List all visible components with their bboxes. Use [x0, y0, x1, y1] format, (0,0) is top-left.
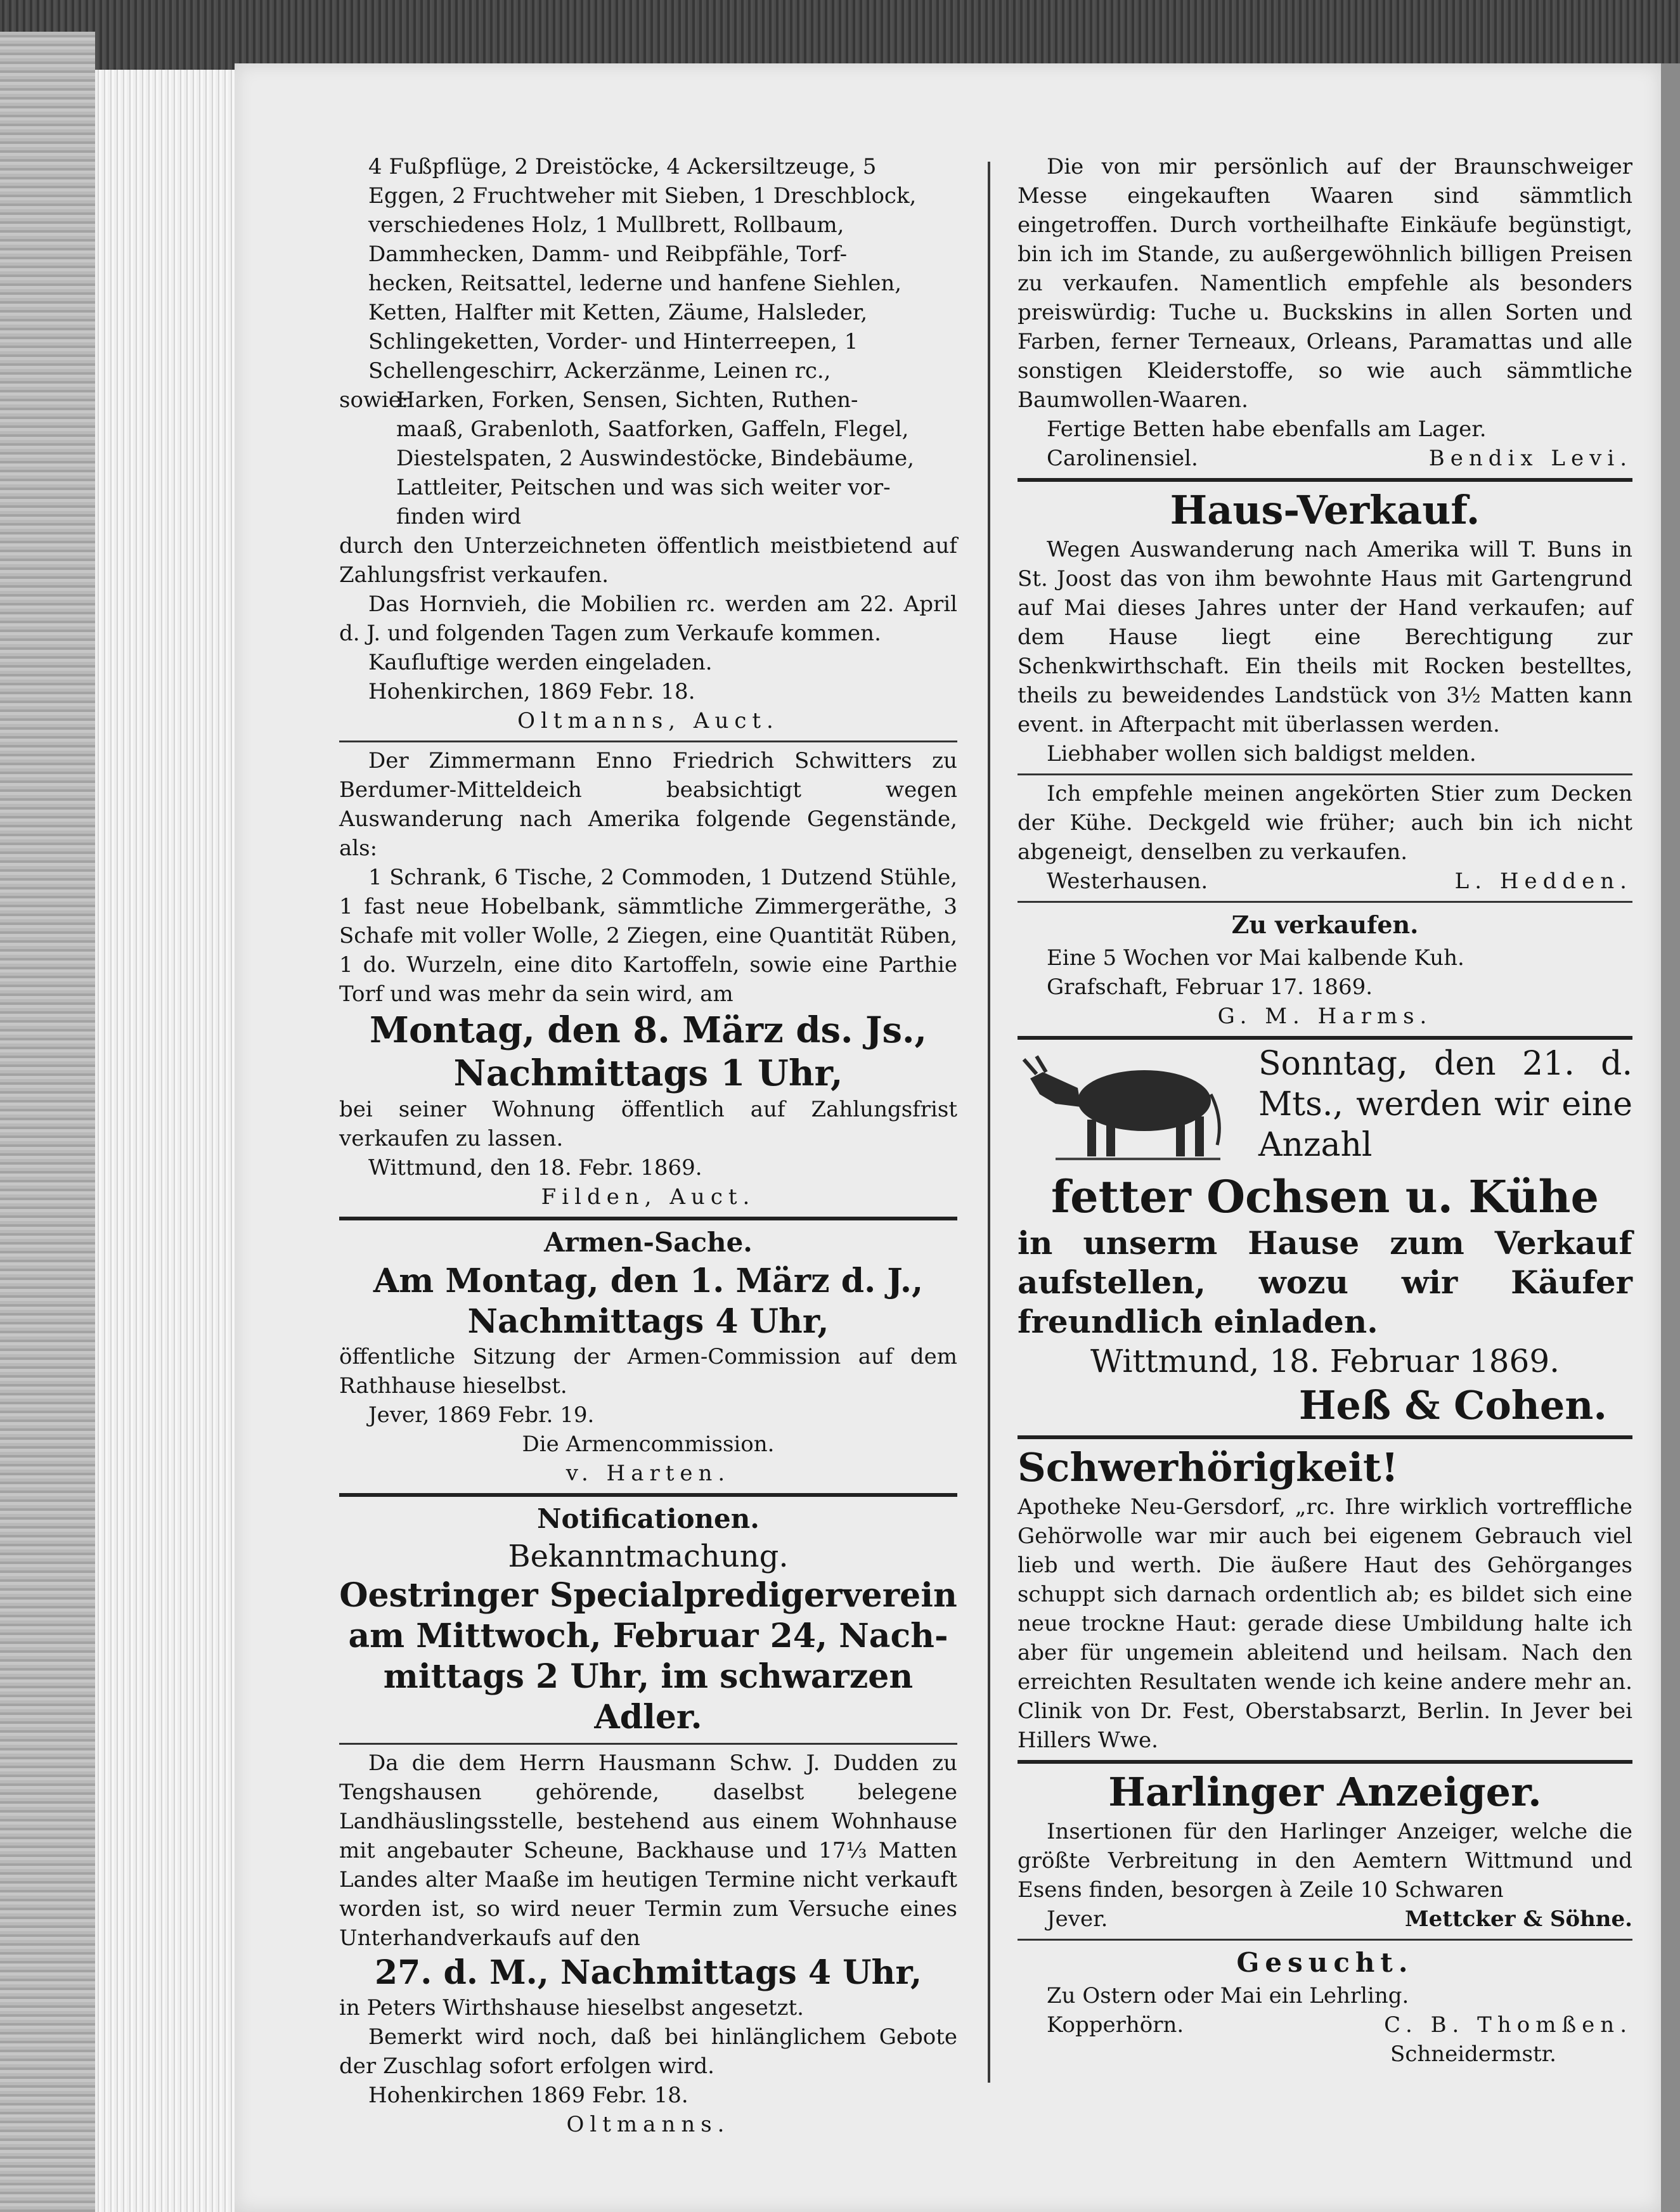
place: Carolinensiel. [1047, 446, 1198, 471]
ad-text: Apotheke Neu-Gersdorf, „rc. Ihre wirklich vortreffliche Gehörwolle war mir auch bei eigenem Gebrauch viel lieb und werth. Die äußere Haut des Gehörganges schuppt sich darnach ordentlich ab; es bildet sich eine neue trockne Haut: gerade diese Umbildung halte ich aber für ungemein ableitend und heilsam. Nach den erreichten Resultaten wende ich keine andere mehr an. Clinik von Dr. Fest, Oberstabsarzt, Berlin. In Jever bei Hillers Wwe. [1018, 1494, 1632, 1753]
section-title: Harlinger Anzeiger. [1108, 1769, 1542, 1815]
place-date: Wittmund, 18. Februar 1869. [1090, 1343, 1560, 1380]
separator [339, 1217, 957, 1220]
place-date: Hohenkirchen, 1869 Febr. 18. [368, 679, 695, 704]
notificationen [339, 1501, 957, 1738]
place-date: Grafschaft, Februar 17. 1869. [1047, 974, 1373, 1000]
signature: G. M. Harms. [1217, 1004, 1433, 1029]
right-column [1018, 152, 1632, 2069]
ad-text: Die von mir persönlich auf der Braunschweiger Messe eingekauften Waaren sind sämmtlich eingetroffen. Durch vortheilhafte Einkäufe begünstigt, bin ich im Stande, zu außergewöhnlich billigen Preisen zu verkaufen. Namentlich empfehle als besonders preiswürdig: Tuche u. Buckskins in allen Sorten und Farben, ferner Terneaux, Orleans, Paramattas und alle sonstigen Kleiderstoffe, so wie auch sämmtliche Baumwollen-Waaren. [1018, 154, 1632, 413]
auction-date: Montag, den 8. März ds. Js., [369, 1009, 927, 1051]
notice-line: Oestringer Specialpredigerverein [339, 1576, 957, 1615]
separator [1018, 1036, 1632, 1040]
ochsen-ad [1018, 1044, 1632, 1430]
auction-date: 27. d. M., Nachmittags 4 Uhr, [374, 1953, 922, 1992]
place-date: Wittmund, den 18. Febr. 1869. [368, 1155, 702, 1180]
auction-text: Der Zimmermann Enno Friedrich Schwitters zu Berdumer-Mitteldeich beabsichtigt wegen Auswanderung nach Amerika folgende Gegenstände, als: [339, 748, 957, 861]
notice-line: am Mittwoch, Februar 24, Nach- [348, 1617, 948, 1655]
auction-items: 1 Schrank, 6 Tische, 2 Commoden, 1 Dutzend Stühle, 1 fast neue Hobelbank, sämmtliche Zimmergeräthe, 3 Schafe mit voller Wolle, 2 Ziegen, eine Quantität Rüben, 1 do. Wurzeln, eine dito Kartoffeln, sowie eine Parthie Torf und was mehr da sein wird, am [339, 865, 957, 1007]
section-title: Haus-Verkauf. [1170, 487, 1480, 533]
ox-illustration-icon [1018, 1044, 1227, 1164]
signature: Mettcker & Söhne. [1405, 1906, 1632, 1932]
auction-after: bei seiner Wohnung öffentlich auf Zahlungsfrist verkaufen zu lassen. [339, 1097, 957, 1151]
auction-terms: durch den Unterzeichneten öffentlich meistbietend auf Zahlungsfrist verkaufen. [339, 533, 957, 588]
line: Eggen, 2 Fruchtweher mit Sieben, 1 Dreschblock, [368, 183, 917, 209]
auction-note: Bemerkt wird noch, daß bei hinlänglichem Gebote der Zuschlag sofort erfolgen wird. [339, 2024, 957, 2079]
section-title: Zu verkaufen. [1231, 910, 1419, 939]
separator [1018, 773, 1632, 775]
ad-text: Ich empfehle meinen angekörten Stier zum Decken der Kühe. Deckgeld wie früher; auch bin ich nicht abgeneigt, denselben zu verkaufen. [1018, 781, 1632, 865]
auction-1 [339, 152, 957, 735]
gesucht-ad [1018, 1944, 1632, 2069]
kuh-ad [1018, 907, 1632, 1031]
section-title: Notificationen. [537, 1503, 759, 1534]
hornvieh-note: Das Hornvieh, die Mobilien rc. werden am 22. April d. J. und folgenden Tagen zum Verkaufe kommen. [339, 592, 957, 646]
auction-time: Nachmittags 1 Uhr, [453, 1052, 843, 1094]
signature: Heß & Cohen. [1298, 1382, 1607, 1428]
ad-intro: Sonntag, den 21. d. Mts., werden wir eine Anzahl [1258, 1045, 1632, 1164]
auction-text: Da die dem Herrn Hausmann Schw. J. Dudden zu Tengshausen gehörende, daselbst belegene Landhäuslingsstelle, bestehend aus einem Wohnhause mit angebauter Scheune, Backhause und 17⅓ Matten Landes alter Maaße im heutigen Termine nicht verkauft worden ist, so wird neuer Termin zum Versuche eines Unterhandverkaufs auf den [339, 1750, 957, 1951]
page-right-margin [1661, 63, 1680, 2212]
column-divider [988, 162, 990, 2083]
line: verschiedenes Holz, 1 Mullbrett, Rollbaum, [368, 212, 844, 238]
line: 4 Fußpflüge, 2 Dreistöcke, 4 Ackersiltzeuge, 5 [368, 154, 877, 179]
place-date: Jever, 1869 Febr. 19. [368, 1402, 595, 1428]
page-stack-edge [95, 70, 235, 2212]
left-column [339, 152, 957, 2139]
notice-line: mittags 2 Uhr, im schwarzen Adler. [383, 1657, 914, 1737]
place: Jever. [1047, 1906, 1108, 1932]
meeting-time: Nachmittags 4 Uhr, [467, 1302, 829, 1341]
place: Westerhausen. [1047, 869, 1208, 894]
organization: Die Armencommission. [522, 1432, 775, 1457]
line: finden wird [396, 504, 522, 529]
meeting-date: Am Montag, den 1. März d. J., [373, 1262, 924, 1300]
armen-sache [339, 1224, 957, 1488]
schwerhoerigkeit-ad [1018, 1443, 1632, 1755]
auction-3 [339, 1749, 957, 2139]
signature: Oltmanns. [566, 2112, 730, 2137]
invitation: Kaufluftige werden eingeladen. [368, 650, 713, 675]
separator [1018, 1435, 1632, 1439]
place: Kopperhörn. [1047, 2012, 1184, 2038]
ad-betten: Fertige Betten habe ebenfalls am Lager. [1047, 417, 1487, 442]
auction-2 [339, 746, 957, 1212]
meeting-text: öffentliche Sitzung der Armen-Commission auf dem Rathhause hieselbst. [339, 1344, 957, 1399]
line: hecken, Reitsattel, lederne und hanfene Siehlen, [368, 271, 902, 296]
line: maaß, Grabenloth, Saatforken, Gaffeln, Flegel, [396, 417, 909, 442]
separator [339, 1493, 957, 1497]
book-cover-edge [0, 32, 95, 2212]
section-title: Gesucht. [1236, 1947, 1414, 1978]
section-subtitle: Bekanntmachung. [508, 1539, 789, 1574]
separator [339, 741, 957, 742]
line: Diestelspaten, 2 Auswindestöcke, Bindebäume, [396, 446, 914, 471]
line: Ketten, Halfter mit Ketten, Zäume, Halsleder, [368, 300, 868, 325]
sowie-label: sowie: [339, 387, 409, 413]
haus-verkauf [1018, 486, 1632, 768]
separator [1018, 901, 1632, 903]
stier-ad [1018, 779, 1632, 896]
signature: Oltmanns, Auct. [517, 708, 779, 734]
auction-where: in Peters Wirthshause hieselbst angesetzt. [339, 1995, 804, 2021]
separator [1018, 478, 1632, 482]
signature-title: Schneidermstr. [1390, 2041, 1556, 2067]
line: Schlingeketten, Vorder- und Hinterreepen, 1 [368, 329, 858, 354]
ad-text: Wegen Auswanderung nach Amerika will T. Buns in St. Joost das von ihm bewohnte Haus mit Gartengrund auf Mai dieses Jahres unter der Hand verkaufen; auf dem Hause liegt eine Berechtigung zur Schenkwirthschaft. Ein theils mit Rocken bestelltes, theils zu beweidendes Landstück von 3½ Matten kann event. in Afterpacht mit überlassen werden. [1018, 537, 1632, 737]
signature: C. B. Thomßen. [1384, 2012, 1632, 2038]
ad-headline: fetter Ochsen u. Kühe [1050, 1170, 1599, 1223]
separator [1018, 1939, 1632, 1941]
levi-ad [1018, 152, 1632, 473]
separator [1018, 1760, 1632, 1764]
signature: Bendix Levi. [1428, 446, 1632, 471]
signature: L. Hedden. [1454, 869, 1632, 894]
section-title: Armen-Sache. [544, 1227, 753, 1258]
separator [339, 1743, 957, 1745]
signature: v. Harten. [565, 1461, 731, 1486]
ad-end: Liebhaber wollen sich baldigst melden. [1047, 741, 1476, 766]
line: Lattleiter, Peitschen und was sich weiter vor- [396, 475, 891, 500]
line: Schellengeschirr, Ackerzänme, Leinen rc., [368, 358, 831, 384]
place-date: Hohenkirchen 1869 Febr. 18. [368, 2083, 688, 2108]
line: Harken, Forken, Sensen, Sichten, Ruthen- [396, 387, 858, 413]
ad-text: Insertionen für den Harlinger Anzeiger, welche die größte Verbreitung in den Aemtern Wittmund und Esens finden, besorgen à Zeile 10 Schwaren [1018, 1819, 1632, 1903]
line: Dammhecken, Damm- und Reibpfähle, Torf- [368, 242, 848, 267]
signature: Filden, Auct. [541, 1184, 756, 1210]
section-title: Schwerhörigkeit! [1018, 1444, 1399, 1491]
ad-text: Eine 5 Wochen vor Mai kalbende Kuh. [1047, 945, 1464, 971]
harlinger-ad [1018, 1768, 1632, 1934]
ad-text: Zu Ostern oder Mai ein Lehrling. [1047, 1983, 1409, 2008]
ad-text: in unserm Hause zum Verkauf aufstellen, wozu wir Käufer freundlich einladen. [1018, 1224, 1632, 1340]
